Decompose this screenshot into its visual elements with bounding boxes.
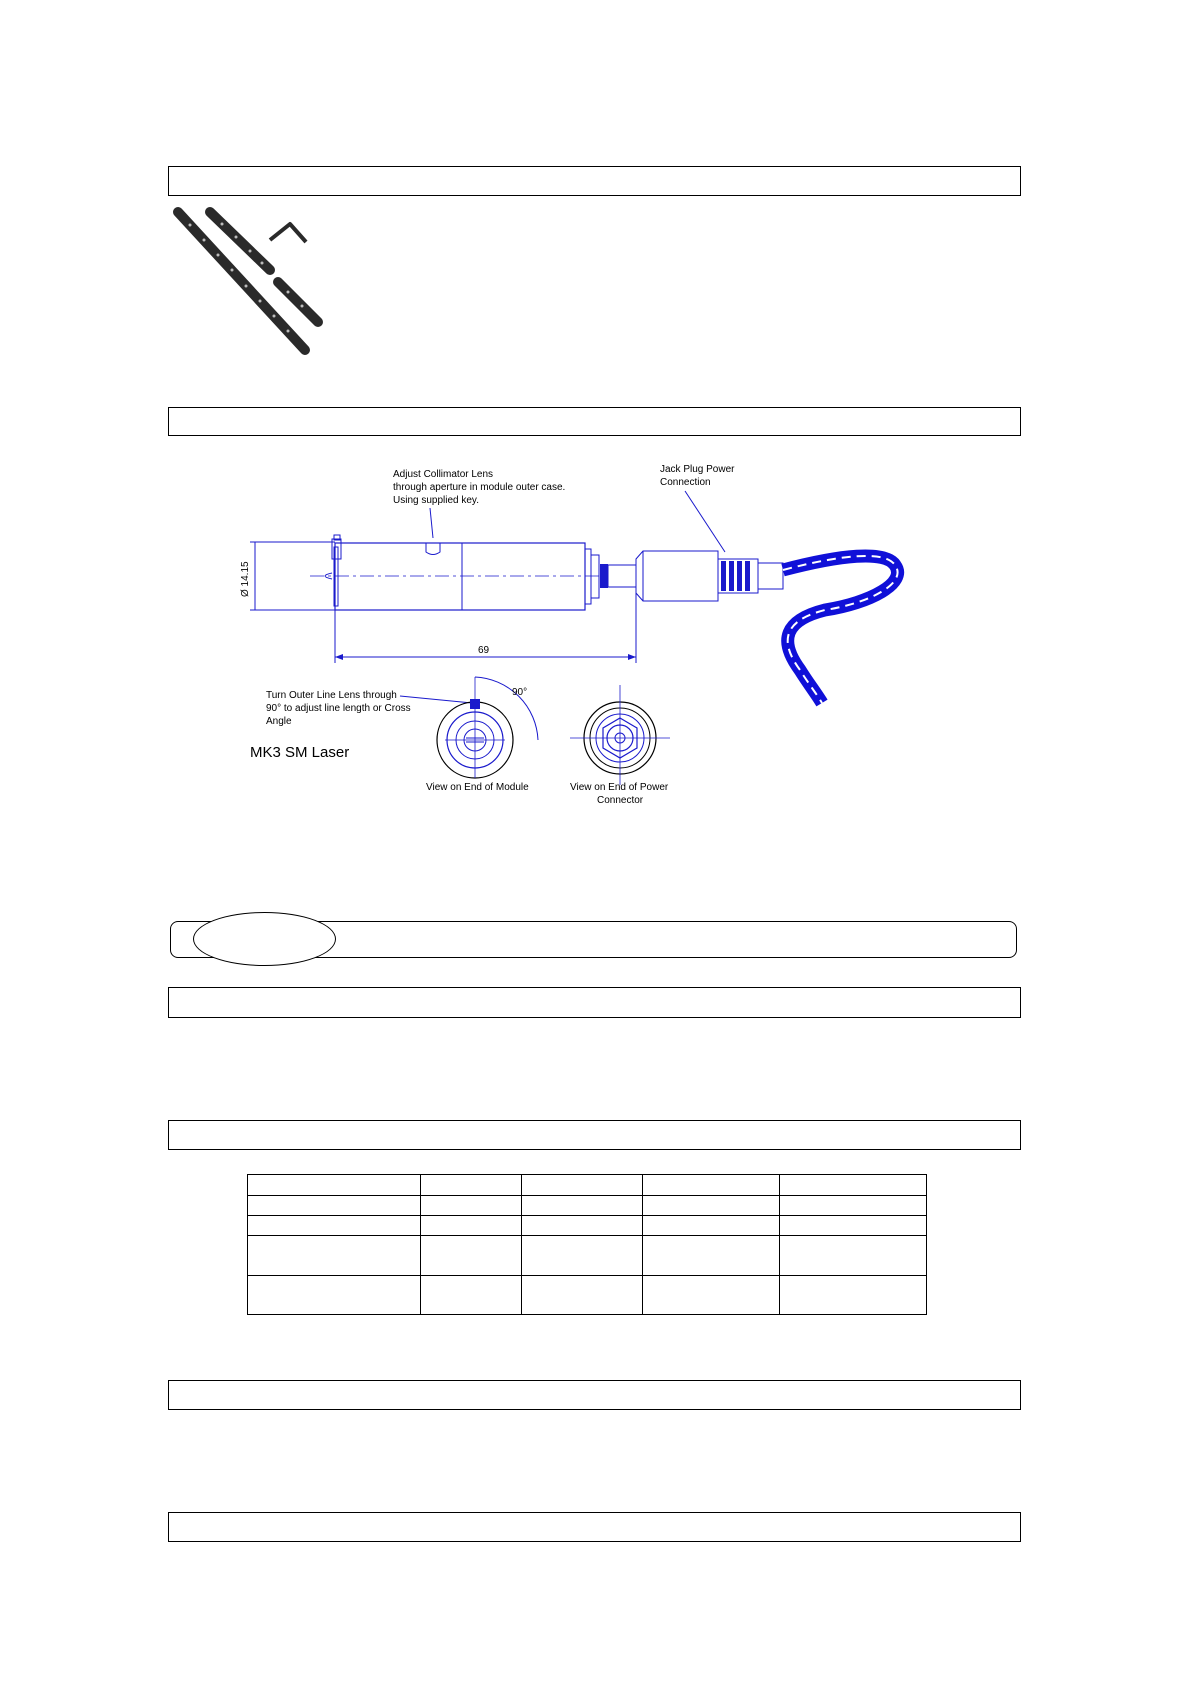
length-label: 69: [478, 645, 490, 656]
line-lens-note-line-2: 90° to adjust line length or Cross: [266, 703, 411, 714]
section-header-box-5: [168, 1380, 1021, 1410]
section-header-box-3: [168, 987, 1021, 1018]
jack-note-line-1: Jack Plug Power: [660, 464, 735, 475]
mounting-strips-image: [170, 200, 330, 360]
table-row: [248, 1216, 927, 1236]
model-label: MK3 SM Laser: [250, 744, 350, 761]
section-header-box-6: [168, 1512, 1021, 1542]
section-header-box-1: [168, 166, 1021, 196]
collimator-note-line-2: through aperture in module outer case.: [393, 482, 566, 493]
power-connector-caption-line-2: Connector: [597, 795, 644, 806]
collimator-note-line-3: Using supplied key.: [393, 495, 479, 506]
specification-table: [247, 1174, 927, 1315]
jack-note-line-2: Connection: [660, 477, 711, 488]
collimator-note-line-1: Adjust Collimator Lens: [393, 469, 494, 480]
table-row: [248, 1175, 927, 1196]
line-lens-note-line-3: Angle: [266, 716, 292, 727]
chapter-oval: [193, 912, 336, 966]
power-connector-caption-line-1: View on End of Power: [570, 782, 669, 793]
laser-module-drawing: [240, 455, 940, 835]
end-module-caption: View on End of Module: [426, 782, 529, 793]
table-row: [248, 1196, 927, 1216]
diameter-label: Ø 14.15: [240, 561, 251, 597]
line-lens-note-line-1: Turn Outer Line Lens through: [266, 690, 397, 701]
angle-label: 90°: [512, 687, 528, 698]
section-header-box-4: [168, 1120, 1021, 1150]
table-row: [248, 1276, 927, 1315]
table-row: [248, 1236, 927, 1276]
section-header-box-2: [168, 407, 1021, 436]
